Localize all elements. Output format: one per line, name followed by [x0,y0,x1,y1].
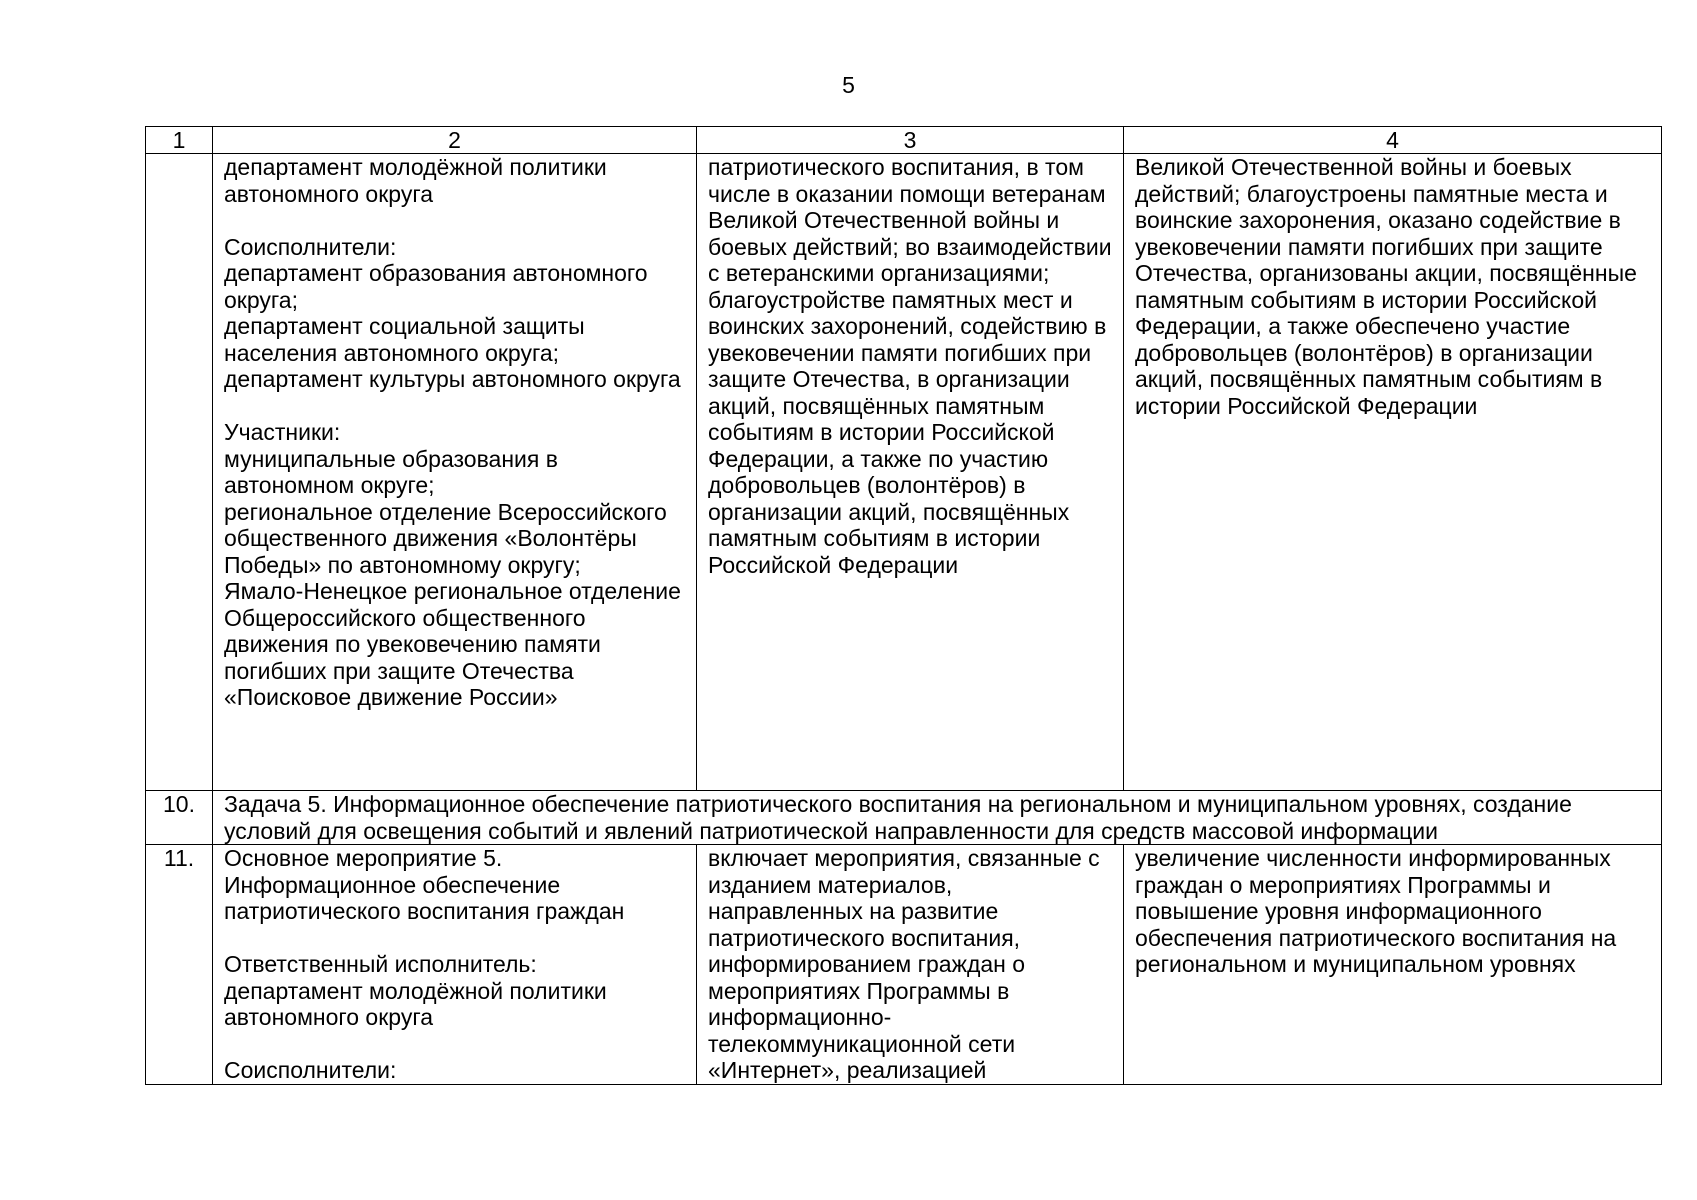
header-cell-2: 2 [213,127,697,154]
result-cell: увеличение численности информированных граждан о мероприятиях Программы и повышение уровня информационного обеспечения патриотического воспитания на региональном и муниципальном уровнях [1124,845,1662,1085]
header-cell-4: 4 [1124,127,1662,154]
header-cell-1: 1 [146,127,213,154]
description-cell: включает мероприятия, связанные с изданием материалов, направленных на развитие патриотического воспитания, информированием граждан о мероприятиях Программы в информационно-телекоммуникационной сети «Интернет», реализацией [697,845,1124,1085]
table-header-row [146,127,1662,154]
table-row [146,154,1662,791]
executors-cell: Основное мероприятие 5. Информационное обеспечение патриотического воспитания граждан Ответственный исполнитель: департамент молодёжной политики автономного округа Соисполнители: [213,845,697,1085]
task-cell: Задача 5. Информационное обеспечение патриотического воспитания на региональном и муниципальном уровнях, создание условий для освещения событий и явлений патриотической направленности для средств массовой информации [213,791,1662,845]
row-number: 10. [146,791,213,845]
program-table [145,126,1662,1085]
result-cell: Великой Отечественной войны и боевых действий; благоустроены памятные места и воинские захоронения, оказано содействие в увековечении памяти погибших при защите Отечества, организованы акции, посвящённые памятным событиям в истории Российской Федерации, а также обеспечено участие добровольцев (волонтёров) в организации акций, посвящённых памятным событиям в истории Российской Федерации [1124,154,1662,791]
page-number: 5 [842,72,855,98]
executors-cell: департамент молодёжной политики автономного округа Соисполнители: департамент образования автономного округа; департамент социальной защиты населения автономного округа; департамент культуры автономного округа Участники: муниципальные образования в автономном округе; региональное отделение Всероссийского общественного движения «Волонтёры Победы» по автономному округу; Ямало-Ненецкое региональное отделение Общероссийского общественного движения по увековечению памяти погибших при защите Отечества «Поисковое движение России» [213,154,697,791]
row-number: 11. [146,845,213,1085]
table-row [146,845,1662,1085]
header-cell-3: 3 [697,127,1124,154]
table-row-task [146,791,1662,845]
description-cell: патриотического воспитания, в том числе в оказании помощи ветеранам Великой Отечественной войны и боевых действий; во взаимодействии с ветеранскими организациями; благоустройстве памятных мест и воинских захоронений, содействию в увековечении памяти погибших при защите Отечества, в организации акций, посвящённых памятным событиям в истории Российской Федерации, а также по участию добровольцев (волонтёров) в организации акций, посвящённых памятным событиям в истории Российской Федерации [697,154,1124,791]
row-number [146,154,213,791]
